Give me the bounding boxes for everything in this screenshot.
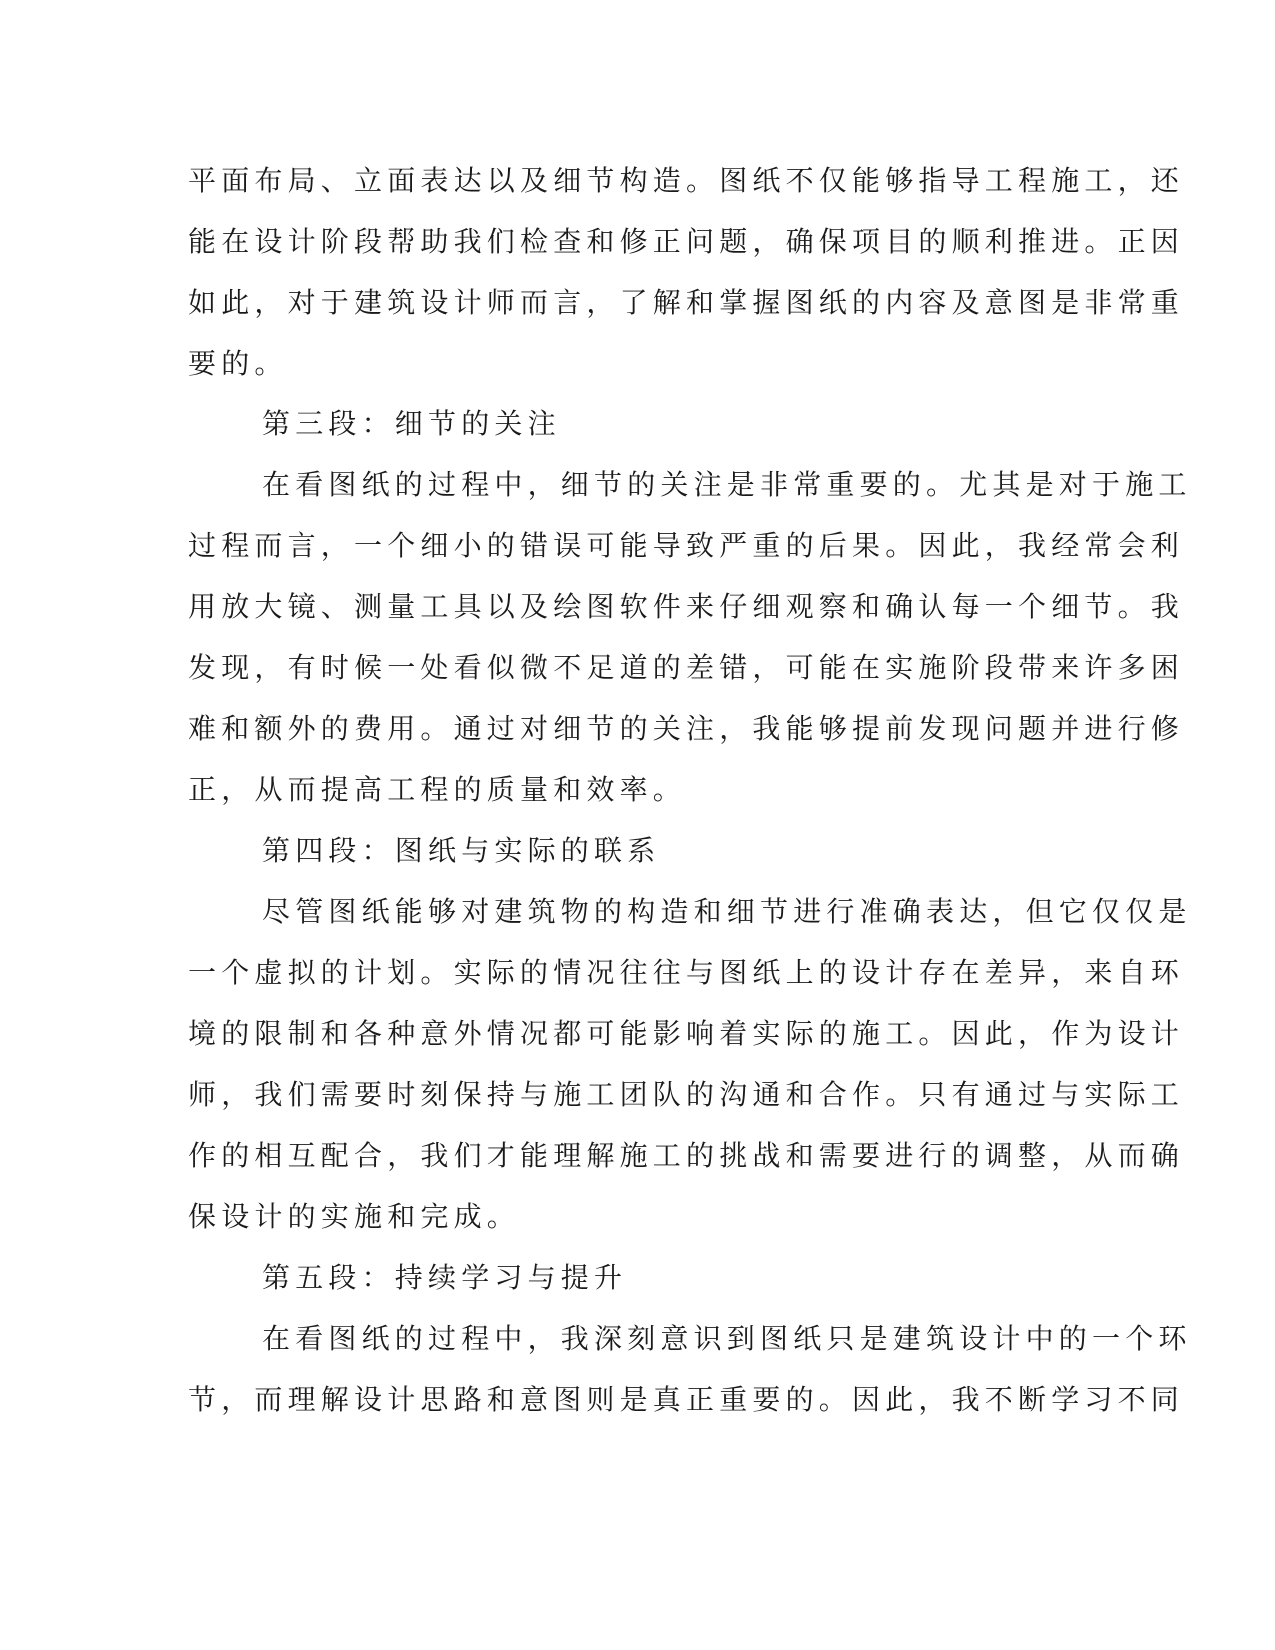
text-line: 发现，有时候一处看似微不足道的差错，可能在实施阶段带来许多困 <box>188 651 1185 684</box>
text-line: 作的相互配合，我们才能理解施工的挑战和需要进行的调整，从而确 <box>188 1139 1185 1172</box>
text-line: 在看图纸的过程中，细节的关注是非常重要的。尤其是对于施工 <box>262 468 1192 501</box>
text-line: 节，而理解设计思路和意图则是真正重要的。因此，我不断学习不同 <box>188 1383 1185 1416</box>
text-line: 正，从而提高工程的质量和效率。 <box>188 773 687 806</box>
text-line: 过程而言，一个细小的错误可能导致严重的后果。因此，我经常会利 <box>188 529 1185 562</box>
text-line: 平面布局、立面表达以及细节构造。图纸不仅能够指导工程施工，还 <box>188 164 1185 197</box>
text-line: 师，我们需要时刻保持与施工团队的沟通和合作。只有通过与实际工 <box>188 1078 1185 1111</box>
text-line: 在看图纸的过程中，我深刻意识到图纸只是建筑设计中的一个环 <box>262 1322 1192 1355</box>
text-line: 能在设计阶段帮助我们检查和修正问题，确保项目的顺利推进。正因 <box>188 225 1185 258</box>
section-heading: 第三段：细节的关注 <box>262 407 561 440</box>
text-line: 如此，对于建筑设计师而言，了解和掌握图纸的内容及意图是非常重 <box>188 286 1185 319</box>
text-line: 境的限制和各种意外情况都可能影响着实际的施工。因此，作为设计 <box>188 1017 1185 1050</box>
text-line: 要的。 <box>188 347 288 380</box>
section-heading: 第五段：持续学习与提升 <box>262 1261 628 1294</box>
text-line: 用放大镜、测量工具以及绘图软件来仔细观察和确认每一个细节。我 <box>188 590 1185 623</box>
text-line: 尽管图纸能够对建筑物的构造和细节进行准确表达，但它仅仅是 <box>262 895 1192 928</box>
text-line: 难和额外的费用。通过对细节的关注，我能够提前发现问题并进行修 <box>188 712 1185 745</box>
text-line: 一个虚拟的计划。实际的情况往往与图纸上的设计存在差异，来自环 <box>188 956 1185 989</box>
text-line: 保设计的实施和完成。 <box>188 1200 521 1233</box>
section-heading: 第四段：图纸与实际的联系 <box>262 834 661 867</box>
